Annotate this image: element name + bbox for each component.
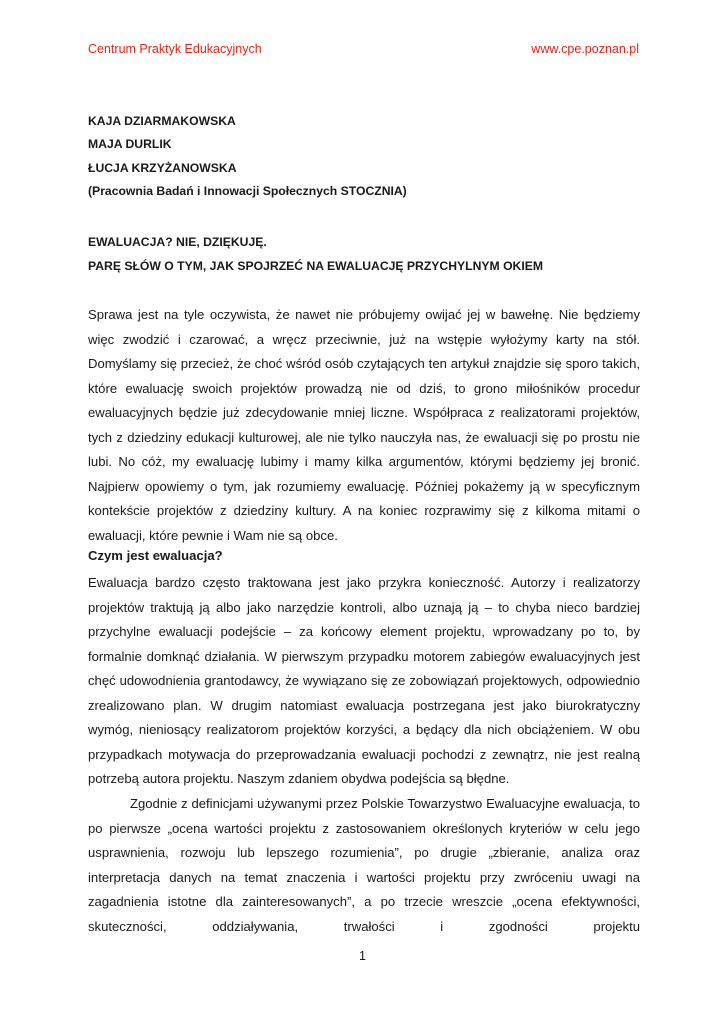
page-number: 1 bbox=[359, 949, 366, 963]
article-title bbox=[88, 231, 648, 278]
author-name: ŁUCJA KRZYŻANOWSKA bbox=[88, 160, 237, 175]
body-paragraph: Ewaluacja bardzo często traktowana jest jako przykra konieczność. Autorzy i realizatorzy projektów traktują ją albo jako narzędzie kontroli, albo uznają ją – to chyba nieco bardziej przychylne ewaluacji podejście – za końcowy element projektu, wprowadzany po to, by formalnie domknąć działania. W pierwszym przypadku motorem zabiegów ewaluacyjnych jest chęć udowodnienia grantodawcy, że wywiązano się ze zobowiązań projektowych, odpowiednio zrealizowano plan. W drugim natomiast ewaluacja postrzegana jest jako biurokratyczny wymóg, nieniosący realizatorom projektów korzyści, a będący dla nich obciążeniem. W obu przypadkach motywacja do przeprowadzania ewaluacji pochodzi z zewnątrz, nie jest realną potrzebą autora projektu. Naszym zdaniem obydwa podejścia są błędne. bbox=[88, 575, 640, 787]
authors-block bbox=[88, 110, 648, 203]
author-name: MAJA DURLIK bbox=[88, 137, 172, 152]
header-website-link[interactable]: www.cpe.poznan.pl bbox=[531, 42, 639, 56]
header-organization: Centrum Praktyk Edukacyjnych bbox=[88, 42, 262, 56]
page-header bbox=[88, 42, 639, 62]
title-line-2: PARĘ SŁÓW O TYM, JAK SPOJRZEĆ NA EWALUACJĘ PRZYCHYLNYM OKIEM bbox=[88, 258, 544, 273]
author-affiliation: (Pracownia Badań i Innowacji Społecznych STOCZNIA) bbox=[88, 183, 407, 198]
title-line-1: EWALUACJA? NIE, DZIĘKUJĘ. bbox=[88, 235, 267, 249]
section-heading: Czym jest ewaluacja? bbox=[88, 548, 223, 563]
body-paragraph: Zgodnie z definicjami używanymi przez Polskie Towarzystwo Ewaluacyjne ewaluacja, to po pierwsze „ocena wartości projektu z zastosowaniem określonych kryteriów w celu jego usprawnienia, rozwoju lub lepszego rozumienia”, po drugie „zbieranie, analiza oraz interpretacja danych na temat znaczenia i wartości projektu przy zwróceniu uwagi na zagadnienia istotne dla zainteresowanych”, a po trzecie wreszcie „ocena efektywności, skuteczności, oddziaływania, trwałości i zgodności projektu bbox=[88, 796, 640, 934]
author-name: KAJA DZIARMAKOWSKA bbox=[88, 114, 236, 128]
intro-paragraph: Sprawa jest na tyle oczywista, że nawet nie próbujemy owijać jej w bawełnę. Nie będziemy więc zwodzić i czarować, a wręcz przeciwnie, już na wstępie wyłożymy karty na stół. Domyślamy się przecież, że choć wśród osób czytających ten artykuł znajdzie się sporo takich, które ewaluację swoich projektów prowadzą nie od dziś, to grono miłośników procedur ewaluacyjnych będzie już zdecydowanie mniej liczne. Współpraca z realizatorami projektów, tych z dziedziny edukacji kulturowej, ale nie tylko nauczyła nas, że ewaluacji się po prostu nie lubi. No cóż, my ewaluację lubimy i mamy kilka argumentów, którymi będziemy jej bronić. Najpierw opowiemy o tym, jak rozumiemy ewaluację. Później pokażemy ją w specyficznym kontekście projektów z dziedziny kultury. A na koniec rozprawimy się z kilkoma mitami o ewaluacji, które pewnie i Wam nie są obce. bbox=[88, 307, 640, 543]
